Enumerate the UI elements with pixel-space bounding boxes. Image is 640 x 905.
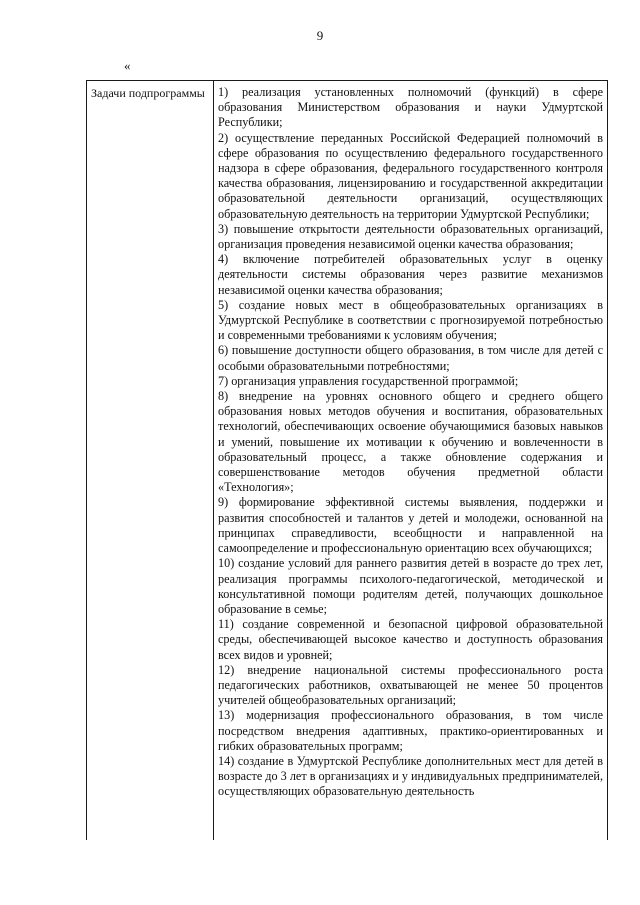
task-item: 4) включение потребителей образовательных услуг в оценку деятельности системы образования через развитие механизмов независимой оценки качества образования; — [218, 252, 603, 297]
task-item: 3) повышение открытости деятельности образовательных организаций, организация проведения независимой оценки качества образования; — [218, 221, 603, 252]
opening-quote-mark: « — [124, 58, 131, 73]
task-item: 10) создание условий для раннего развития детей в возрасте до трех лет, реализация программы психолого-педагогической, методической и консультативной помощи родителям детей, получающих дошкольное образование в семье; — [218, 556, 603, 616]
tasks-table — [86, 80, 608, 840]
task-item: 8) внедрение на уровнях основного общего и среднего общего образования новых методов обучения и воспитания, образовательных технологий, обеспечивающих освоение обучающимися базовых навыков и умений, повышение их мотивации к обучению и вовлеченности в образовательный процесс, а также обновление содержания и совершенствование методов обучения предметной области «Технология»; — [218, 389, 603, 495]
task-item: 2) осуществление переданных Российской Федерацией полномочий в сфере образования по осуществлению федерального государственного надзора в сфере образования, федерального государственного контроля качества образования, лицензированию и государственной аккредитации образовательной деятельности организаций, осуществляющих образовательную деятельность на территории Удмуртской Республики; — [218, 130, 603, 221]
page-number: 9 — [316, 28, 324, 43]
task-item: 7) организация управления государственной программой; — [218, 373, 519, 388]
task-item: 11) создание современной и безопасной цифровой образовательной среды, обеспечивающей высокое качество и доступность образования всех видов и уровней; — [218, 617, 603, 662]
task-item: 6) повышение доступности общего образования, в том числе для детей с особыми образовательными потребностями; — [218, 343, 603, 373]
tasks-content-cell — [214, 81, 607, 840]
task-item: 14) создание в Удмуртской Республике дополнительных мест для детей в возрасте до 3 лет в организациях и у индивидуальных предпринимателей, осуществляющих образовательную деятельность — [218, 753, 603, 799]
task-item: 9) формирование эффективной системы выявления, поддержки и развития способностей и талантов у детей и молодежи, основанной на принципах справедливости, всеобщности и направленной на самоопределение и профессиональную ориентацию всех обучающихся; — [218, 495, 603, 556]
task-item: 13) модернизация профессионального образования, в том числе посредством внедрения адаптивных, практико-ориентированных и гибких образовательных программ; — [218, 708, 603, 753]
row-label-cell: Задачи подпрограммы — [87, 81, 214, 840]
task-item: 12) внедрение национальной системы профессионального роста педагогических работников, охватывающей не менее 50 процентов учителей общеобразовательных организаций; — [218, 662, 603, 708]
task-item: 5) создание новых мест в общеобразовательных организациях в Удмуртской Республике в соответствии с прогнозируемой потребностью и современными требованиями к условиям обучения; — [218, 297, 603, 343]
task-item: 1) реализация установленных полномочий (функций) в сфере образования Министерством образования и науки Удмуртской Республики; — [218, 85, 603, 130]
